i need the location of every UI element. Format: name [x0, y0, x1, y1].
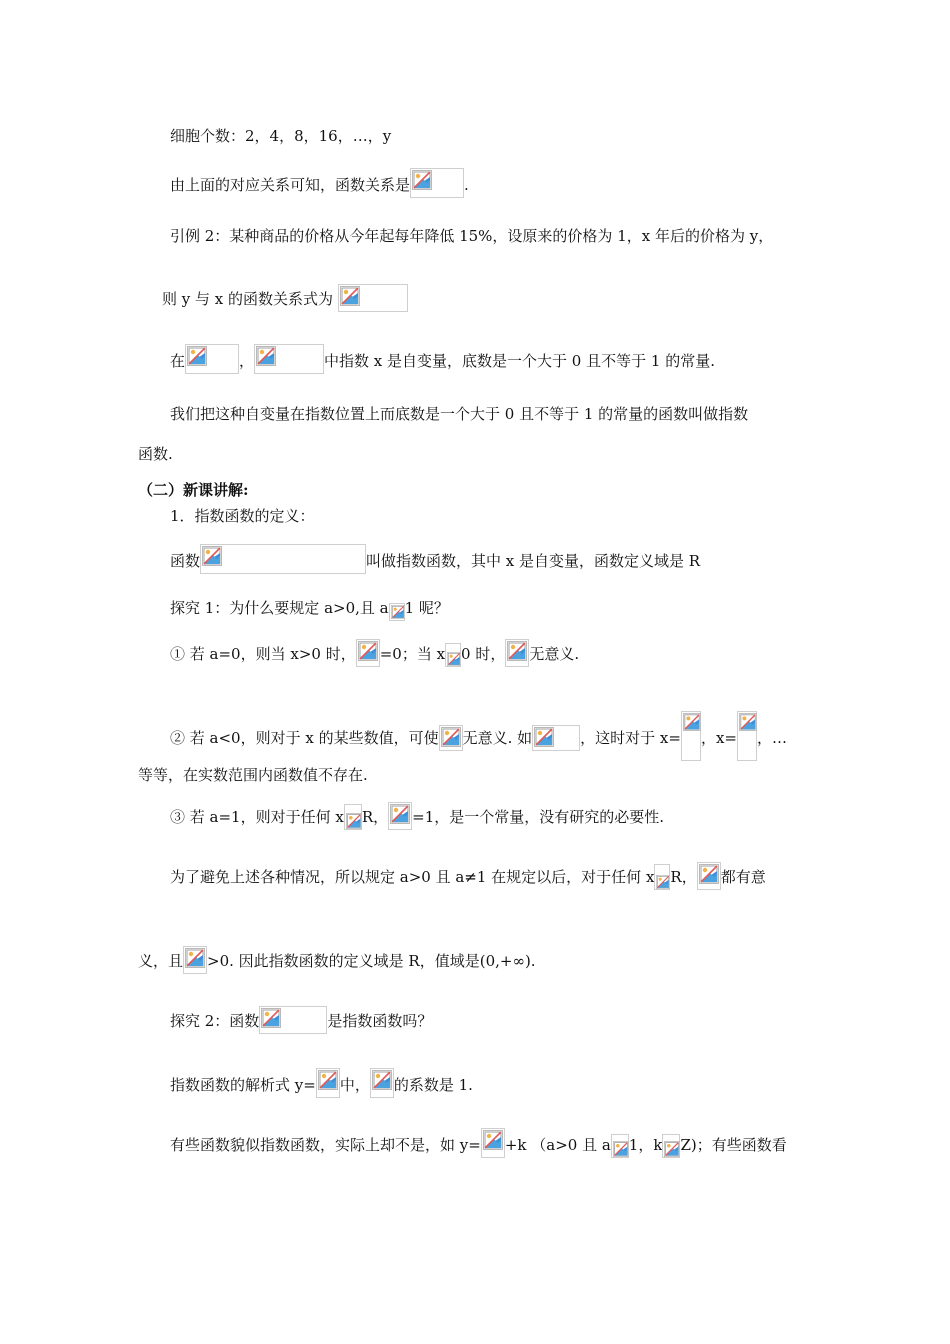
formula-image-icon	[344, 804, 362, 830]
line-inquiry-2: 探究 2：函数 是指数函数吗？	[170, 1006, 432, 1034]
formula-image-icon	[389, 603, 405, 621]
line-function-expression: 则 y 与 x 的函数关系式为	[162, 284, 408, 312]
line-analytic-form: 指数函数的解析式 y= 中， 的系数是 1.	[170, 1068, 473, 1098]
line-case-a-negative: ② 若 a<0，则对于 x 的某些数值，可使 无意义. 如 ，这时对于 x= ，x= ，…	[170, 711, 787, 761]
formula-image-icon	[338, 284, 408, 312]
formula-image-icon	[697, 862, 721, 890]
formula-image-icon	[200, 544, 366, 574]
line-no-value: 等等，在实数范围内函数值不存在.	[138, 766, 368, 784]
line-function-definition: 函数 叫做指数函数，其中 x 是自变量，函数定义域是 R	[170, 544, 700, 574]
formula-image-icon	[654, 864, 670, 890]
formula-image-icon	[532, 725, 580, 751]
formula-image-icon	[439, 725, 463, 751]
formula-image-icon	[737, 711, 757, 761]
line-domain-range: 义，且 >0. 因此指数函数的定义域是 R，值域是(0,+∞).	[138, 946, 536, 974]
line-cell-count: 细胞个数：2，4，8，16，…，y	[170, 127, 392, 145]
subsection-heading: 1．指数函数的定义：	[170, 507, 315, 525]
formula-image-icon	[356, 639, 380, 667]
formula-image-icon	[185, 344, 239, 374]
formula-image-icon	[445, 643, 461, 667]
formula-image-icon	[611, 1134, 629, 1158]
formula-image-icon	[505, 639, 529, 667]
formula-image-icon	[681, 711, 701, 761]
section-heading: （二）新课讲解:	[138, 481, 249, 499]
formula-image-icon	[254, 344, 324, 374]
line-case-a-zero: ① 若 a=0，则当 x>0 时， =0；当 x 0 时， 无意义.	[170, 639, 579, 667]
formula-image-icon	[481, 1128, 505, 1158]
formula-image-icon	[410, 168, 464, 198]
line-avoid-cases: 为了避免上述各种情况，所以规定 a>0 且 a≠1 在规定以后，对于任何 x R， 都有意	[170, 862, 766, 890]
formula-image-icon	[388, 802, 412, 830]
formula-image-icon	[316, 1068, 340, 1098]
line-definition-end: 函数.	[138, 445, 173, 463]
formula-image-icon	[370, 1068, 394, 1098]
line-function-relation: 由上面的对应关系可知，函数关系是 .	[170, 168, 469, 198]
line-exponent-variable: 在 ， 中指数 x 是自变量，底数是一个大于 0 且不等于 1 的常量.	[170, 344, 715, 374]
line-definition-intro: 我们把这种自变量在指数位置上而底数是一个大于 0 且不等于 1 的常量的函数叫做指数	[170, 405, 749, 423]
line-case-a-one: ③ 若 a=1，则对于任何 x R， =1，是一个常量，没有研究的必要性.	[170, 802, 664, 830]
formula-image-icon	[183, 946, 207, 974]
line-inquiry-1: 探究 1：为什么要规定 a>0,且 a 1 呢？	[170, 598, 449, 621]
line-pseudo-exponential: 有些函数貌似指数函数，实际上却不是，如 y= +k （a>0 且 a 1，k Z)；有些函数看	[170, 1128, 787, 1158]
formula-image-icon	[662, 1134, 680, 1158]
line-example-2: 引例 2：某种商品的价格从今年起每年降低 15%，设原来的价格为 1，x 年后的价格为 y，	[170, 227, 774, 245]
formula-image-icon	[259, 1006, 327, 1034]
